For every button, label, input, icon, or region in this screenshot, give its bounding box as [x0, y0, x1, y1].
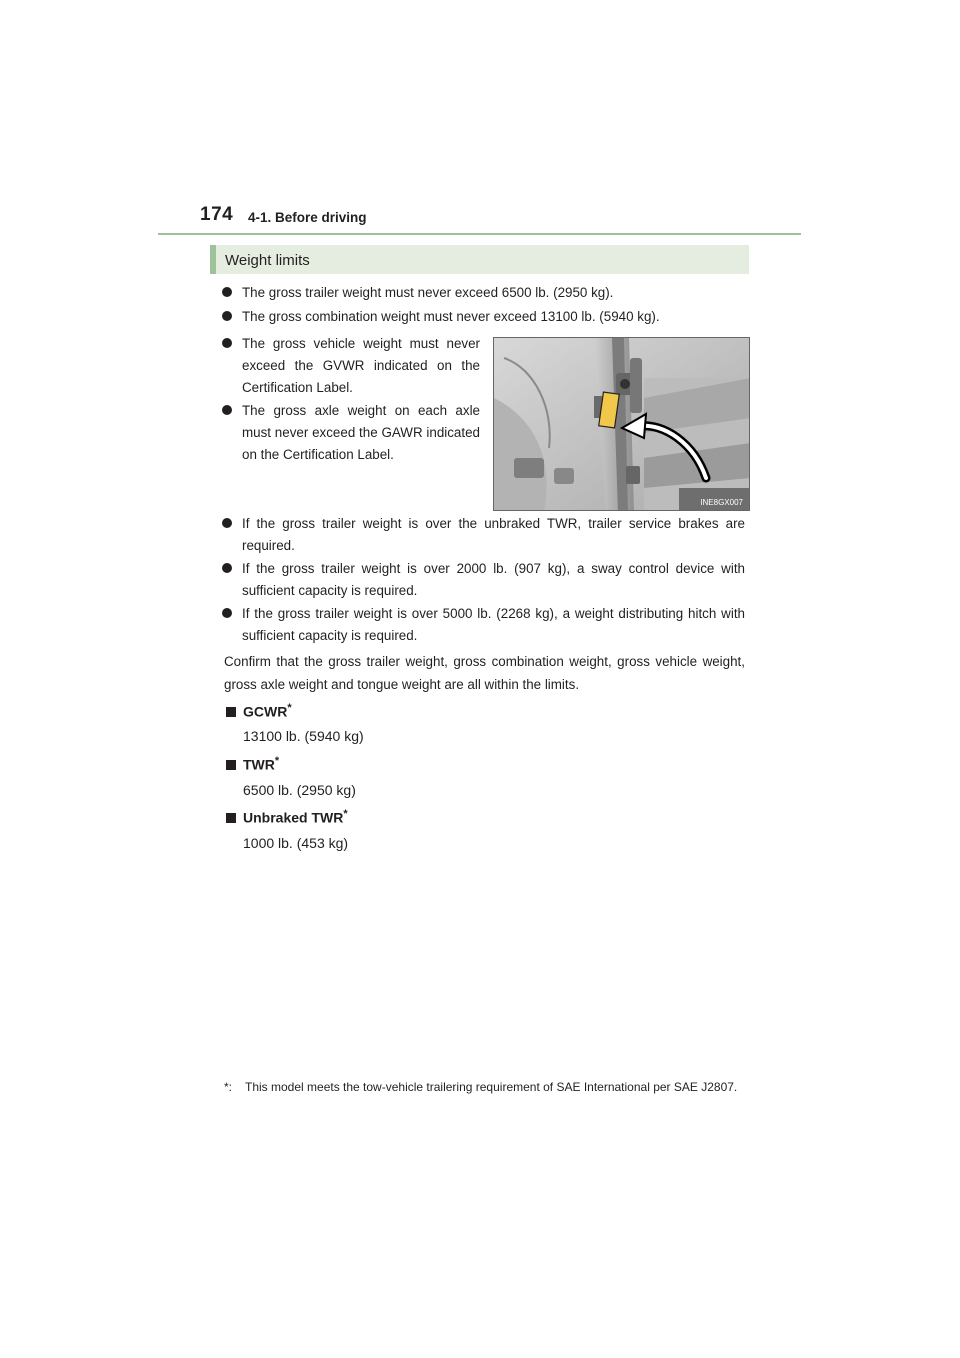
- door-pillar-image: [494, 338, 750, 511]
- bullet-dot-icon: [222, 405, 232, 415]
- square-bullet-icon: [226, 707, 236, 717]
- bullet-gross-combination-weight: The gross combination weight must never exceed 13100 lb. (5940 kg).: [222, 306, 745, 328]
- certification-label-illustration: [493, 337, 750, 511]
- section-heading: Weight limits: [210, 245, 749, 274]
- bullet-dot-icon: [222, 518, 232, 528]
- square-bullet-icon: [226, 760, 236, 770]
- footnote-mark: *:: [224, 1080, 233, 1094]
- square-bullet-icon: [226, 813, 236, 823]
- bullet-unbraked-twr: If the gross trailer weight is over the unbraked TWR, trailer service brakes are required.: [222, 513, 745, 557]
- limits-confirmation-paragraph: Confirm that the gross trailer weight, gross combination weight, gross vehicle weight, gross axle weight and tongue weight are all within the limits.: [224, 654, 745, 692]
- section-name: 4-1. Before driving: [248, 210, 367, 225]
- spec-heading-unbraked-twr: Unbraked TWR*: [226, 808, 348, 826]
- spec-value-twr: 6500 lb. (2950 kg): [243, 782, 356, 798]
- page-number: 174: [200, 204, 234, 225]
- bullet-dot-icon: [222, 338, 232, 348]
- bullet-dot-icon: [222, 563, 232, 573]
- footnote: [224, 1078, 746, 1097]
- bullet-sway-control: If the gross trailer weight is over 2000 lb. (907 kg), a sway control device with sufficient capacity is required.: [222, 558, 745, 602]
- bullet-gross-vehicle-weight: The gross vehicle weight must never exceed the GVWR indicated on the Certification Label.: [222, 333, 480, 399]
- figure-code: INE8GX007: [700, 498, 743, 507]
- spec-value-gcwr: 13100 lb. (5940 kg): [243, 728, 364, 744]
- bullet-gross-trailer-weight: The gross trailer weight must never exceed 6500 lb. (2950 kg).: [222, 282, 745, 304]
- bullet-dot-icon: [222, 608, 232, 618]
- bullet-dot-icon: [222, 311, 232, 321]
- header-rule: [158, 233, 801, 235]
- bullet-weight-distributing-hitch: If the gross trailer weight is over 5000 lb. (2268 kg), a weight distributing hitch with sufficient capacity is required.: [222, 603, 745, 647]
- bullet-dot-icon: [222, 287, 232, 297]
- spec-value-unbraked-twr: 1000 lb. (453 kg): [243, 835, 349, 851]
- spec-heading-twr: TWR*: [226, 755, 279, 773]
- footnote-text: This model meets the tow-vehicle trailering requirement of SAE International per SAE J2807.: [245, 1080, 738, 1094]
- bullet-gross-axle-weight: The gross axle weight on each axle must never exceed the GAWR indicated on the Certification Label.: [222, 400, 480, 466]
- spec-heading-gcwr: GCWR*: [226, 702, 292, 720]
